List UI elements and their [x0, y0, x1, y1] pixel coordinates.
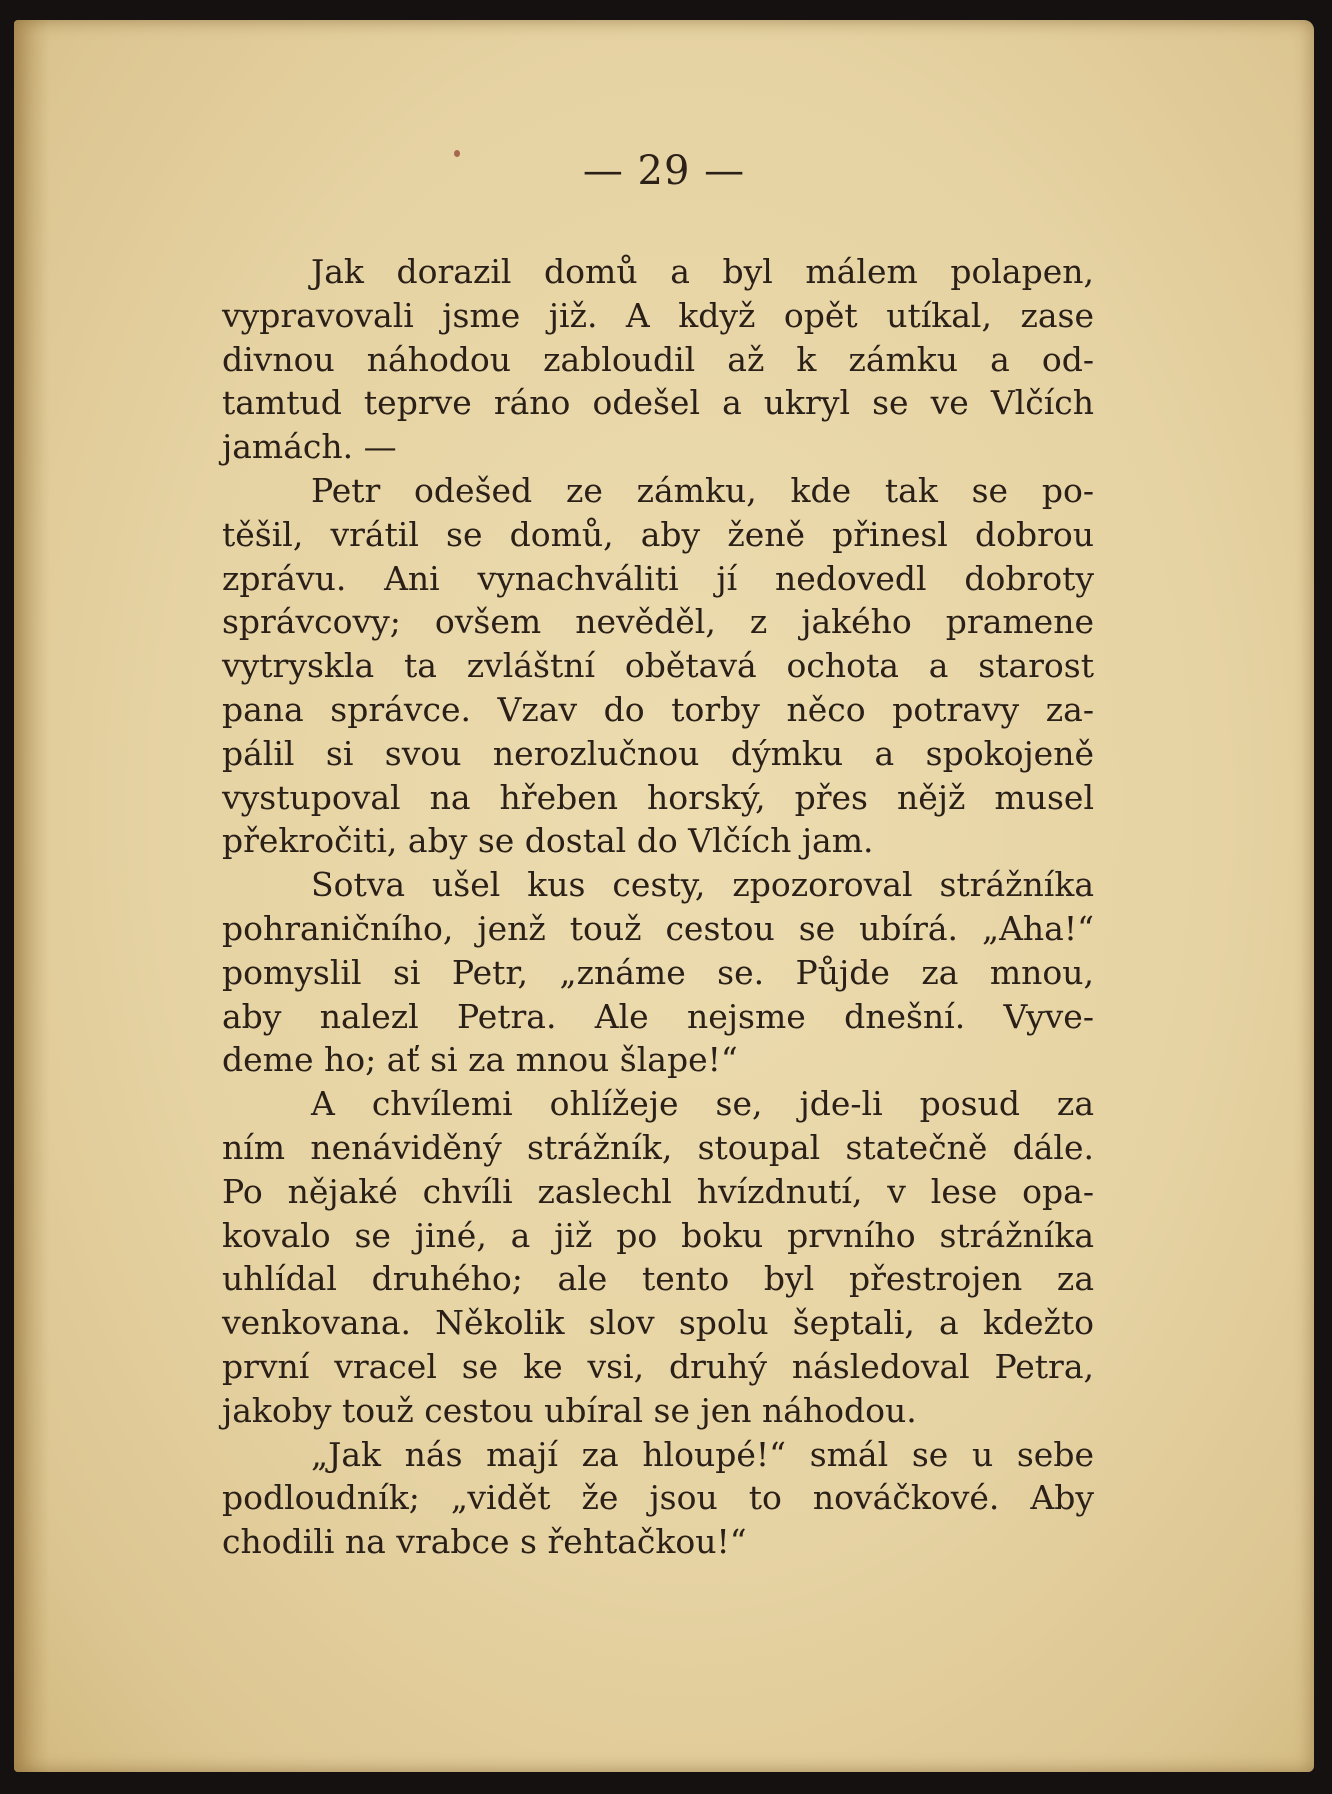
- text-line: jakoby touž cestou ubíral se jen náhodou.: [222, 1390, 917, 1430]
- text-line: pálil si svou nerozlučnou dýmku a spokojeně: [222, 733, 1094, 773]
- text-line: deme ho; ať si za mnou šlape!“: [222, 1040, 738, 1080]
- text-line: Sotva ušel kus cesty, zpozoroval strážníka: [311, 865, 1094, 905]
- body-text: [222, 250, 1094, 1564]
- text-line: uhlídal druhého; ale tento byl přestrojen za: [222, 1259, 1094, 1299]
- text-line: pohraničního, jenž touž cestou se ubírá. „Aha!“: [222, 908, 1094, 948]
- text-line: chodili na vrabce s řehtačkou!“: [222, 1522, 747, 1562]
- text-line: vytryskla ta zvláštní obětavá ochota a starost: [222, 646, 1094, 686]
- text-line: A chvílemi ohlížeje se, jde-li posud za: [311, 1084, 1094, 1124]
- text-line: správcovy; ovšem nevěděl, z jakého pramene: [222, 602, 1094, 642]
- text-line: vypravovali jsme již. A když opět utíkal, zase: [222, 295, 1094, 335]
- text-line: „Jak nás mají za hloupé!“ smál se u sebe: [311, 1434, 1094, 1474]
- book-page: [14, 20, 1314, 1772]
- text-line: kovalo se jiné, a již po boku prvního strážníka: [222, 1215, 1094, 1255]
- text-line: Po nějaké chvíli zaslechl hvízdnutí, v lese opa-: [222, 1171, 1094, 1211]
- text-line: jamách. —: [222, 427, 397, 467]
- text-line: překročiti, aby se dostal do Vlčích jam.: [222, 821, 874, 861]
- text-line: divnou náhodou zabloudil až k zámku a od-: [222, 339, 1094, 379]
- text-line: vystupoval na hřeben horský, přes nějž musel: [222, 777, 1094, 817]
- page-number: — 29 —: [582, 148, 746, 194]
- text-line: ním nenáviděný strážník, stoupal statečně dále.: [222, 1127, 1094, 1167]
- text-line: první vracel se ke vsi, druhý následoval Petra,: [222, 1346, 1094, 1386]
- page-spine-shadow: [14, 20, 50, 1772]
- text-line: pomyslil si Petr, „známe se. Půjde za mnou,: [222, 952, 1094, 992]
- text-line: podloudník; „vidět že jsou to nováčkové. Aby: [222, 1478, 1094, 1518]
- text-line: zprávu. Ani vynachváliti jí nedovedl dobroty: [222, 558, 1094, 598]
- text-line: Petr odešed ze zámku, kde tak se po-: [311, 470, 1094, 510]
- text-line: těšil, vrátil se domů, aby ženě přinesl dobrou: [222, 514, 1094, 554]
- text-line: venkovana. Několik slov spolu šeptali, a kdežto: [222, 1303, 1094, 1343]
- text-line: aby nalezl Petra. Ale nejsme dnešní. Vyve-: [222, 996, 1094, 1036]
- text-line: pana správce. Vzav do torby něco potravy za-: [222, 689, 1094, 729]
- text-line: tamtud teprve ráno odešel a ukryl se ve Vlčích: [222, 383, 1094, 423]
- text-line: Jak dorazil domů a byl málem polapen,: [311, 252, 1094, 291]
